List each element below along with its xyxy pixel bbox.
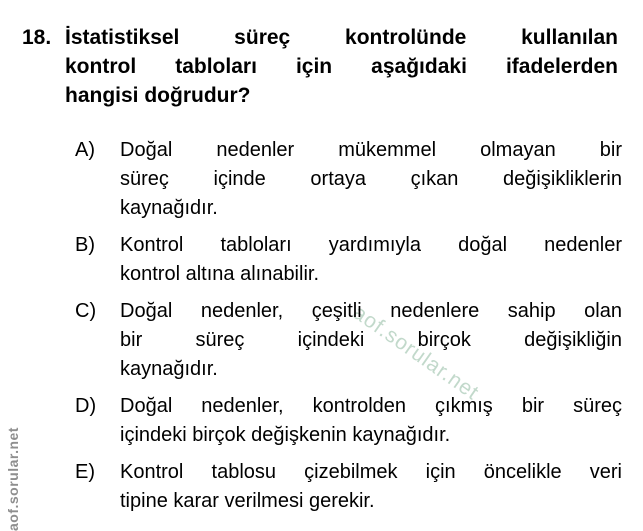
option-d-letter: D) xyxy=(75,395,97,417)
option-line: Doğal nedenler mükemmel olmayan bir xyxy=(120,139,622,161)
option-line: süreç içinde ortaya çıkan değişikliklerin xyxy=(120,168,622,190)
option-line: tipine karar verilmesi gerekir. xyxy=(120,490,375,512)
option-c-letter: C) xyxy=(75,300,97,322)
option-b-letter: B) xyxy=(75,234,95,256)
option-line: Doğal nedenler, çeşitli nedenlere sahip olan xyxy=(120,300,622,322)
option-d-text xyxy=(120,392,622,450)
option-a-text xyxy=(120,136,622,223)
option-a-letter: A) xyxy=(75,139,95,161)
option-line: kaynağıdır. xyxy=(120,197,218,219)
option-line: Kontrol tablosu çizebilmek için öncelikle veri xyxy=(120,461,622,483)
question-number: 18. xyxy=(22,26,52,49)
side-watermark: aof.sorular.net xyxy=(5,427,21,531)
option-c-text xyxy=(120,297,622,384)
option-line: Kontrol tabloları yardımıyla doğal nedenler xyxy=(120,234,622,256)
option-line: kontrol altına alınabilir. xyxy=(120,263,320,285)
stem-line: hangisi doğrudur? xyxy=(65,84,251,107)
option-line: bir süreç içindeki birçok değişikliğin xyxy=(120,329,622,351)
diagonal-watermark: aof.sorular.net xyxy=(348,301,484,405)
option-e-text xyxy=(120,458,622,516)
option-a xyxy=(75,136,622,223)
option-d xyxy=(75,392,622,450)
option-b xyxy=(75,231,622,289)
option-c xyxy=(75,297,622,384)
question-block xyxy=(22,23,618,110)
stem-line: İstatistiksel süreç kontrolünde kullanılan xyxy=(65,26,618,49)
option-line: Doğal nedenler, kontrolden çıkmış bir süreç xyxy=(120,395,622,417)
option-line: kaynağıdır. xyxy=(120,358,218,380)
option-e xyxy=(75,458,622,516)
question-stem xyxy=(65,23,618,110)
option-b-text xyxy=(120,231,622,289)
option-e-letter: E) xyxy=(75,461,95,483)
stem-line: kontrol tabloları için aşağıdaki ifadelerden xyxy=(65,55,618,78)
option-line: içindeki birçok değişkenin kaynağıdır. xyxy=(120,424,451,446)
options-list xyxy=(75,136,622,524)
